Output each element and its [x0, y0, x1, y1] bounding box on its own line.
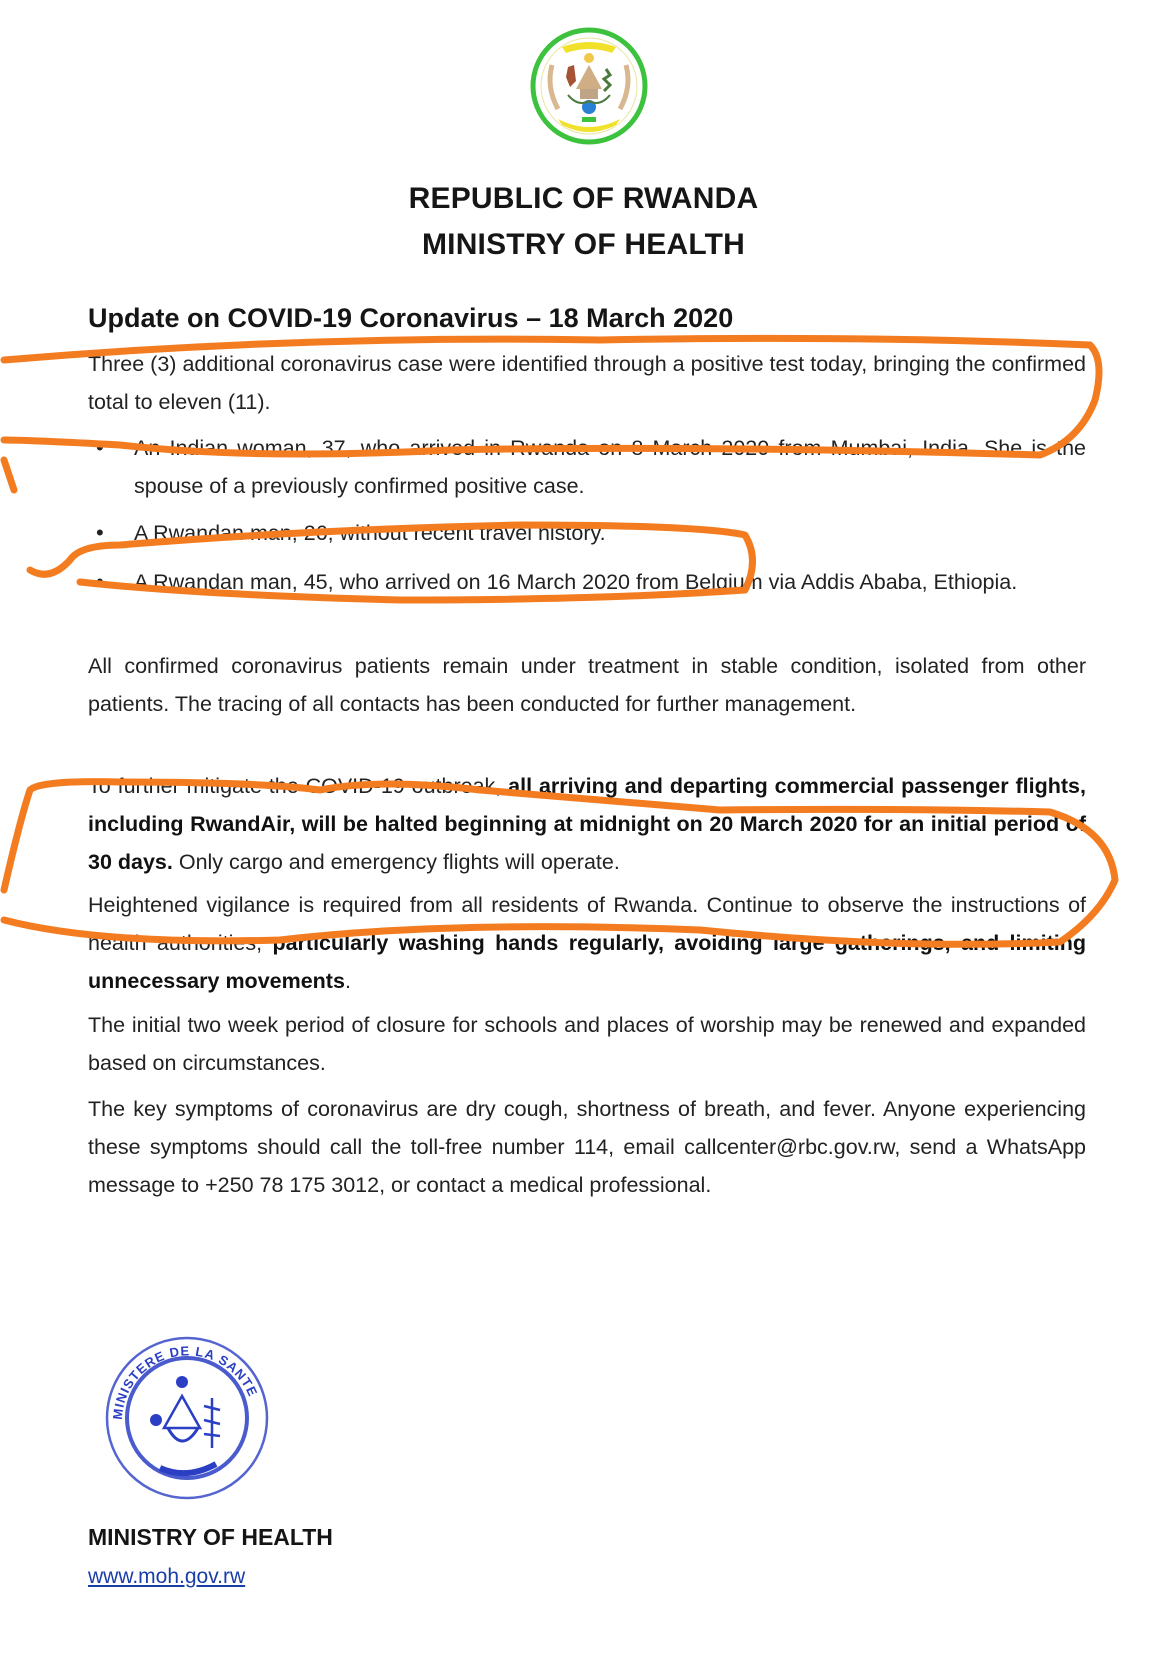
patients-paragraph: All confirmed coronavirus patients remain under treatment in stable condition, isolated from other patients. The tracing of all contacts has been conducted for further management. [88, 654, 1086, 716]
symptoms-paragraph: The key symptoms of coronavirus are dry cough, shortness of breath, and fever. Anyone experiencing these symptoms should call the toll-free number 114, email callcenter@rbc.gov.rw, send a WhatsApp message to +250 78 175 3012, or contact a medical professional. [88, 1097, 1086, 1197]
bullet-icon: • [96, 569, 104, 594]
vigilance-lead: Heightened vigilance is required from all residents of Rwanda. Continue to observe the instructions of health authorities, [88, 893, 1086, 955]
rwanda-coat-of-arms-icon [528, 25, 650, 147]
header-republic: REPUBLIC OF RWANDA [408, 182, 759, 215]
flights-lead: To further mitigate the COVID-19 outbreak, [88, 774, 509, 798]
vigilance-paragraph [88, 886, 1086, 1000]
footer-ministry-title: MINISTRY OF HEALTH [88, 1524, 333, 1550]
vigilance-bold: particularly washing hands regularly, avoiding large gatherings, and limiting unnecessary movements [88, 931, 1086, 993]
flights-bold: all arriving and departing commercial passenger flights, including RwandAir, will be halted beginning at midnight on 20 March 2020 for an initial period of 30 days. [88, 774, 1086, 874]
vigilance-tail: . [344, 969, 351, 993]
annotation-tick [4, 460, 14, 490]
list-item-text: A Rwandan man, 26, without recent travel history. [134, 521, 606, 545]
list-item-text: An Indian woman, 37, who arrived in Rwanda on 8 March 2020 from Mumbai, India. She is the spouse of a previously confirmed positive case. [134, 436, 1086, 498]
schools-paragraph: The initial two week period of closure for schools and places of worship may be renewed and expanded based on circumstances. [88, 1013, 1086, 1075]
header-ministry: MINISTRY OF HEALTH [421, 228, 746, 261]
intro-paragraph: Three (3) additional coronavirus case were identified through a positive test today, bringing the confirmed total to eleven (11). [88, 352, 1086, 414]
page-title: Update on COVID-19 Coronavirus – 18 March 2020 [88, 303, 734, 333]
seal-text: MINISTERE DE LA SANTE [109, 1343, 261, 1421]
bullet-icon: • [96, 520, 104, 545]
website-link[interactable]: www.moh.gov.rw [88, 1565, 246, 1588]
bullet-icon: • [96, 435, 104, 460]
list-item-text: A Rwandan man, 45, who arrived on 16 March 2020 from Belgium via Addis Ababa, Ethiopia. [134, 570, 1018, 594]
ministry-seal-icon [100, 1330, 275, 1505]
flights-tail: Only cargo and emergency flights will operate. [172, 850, 620, 874]
flights-paragraph [88, 767, 1086, 881]
